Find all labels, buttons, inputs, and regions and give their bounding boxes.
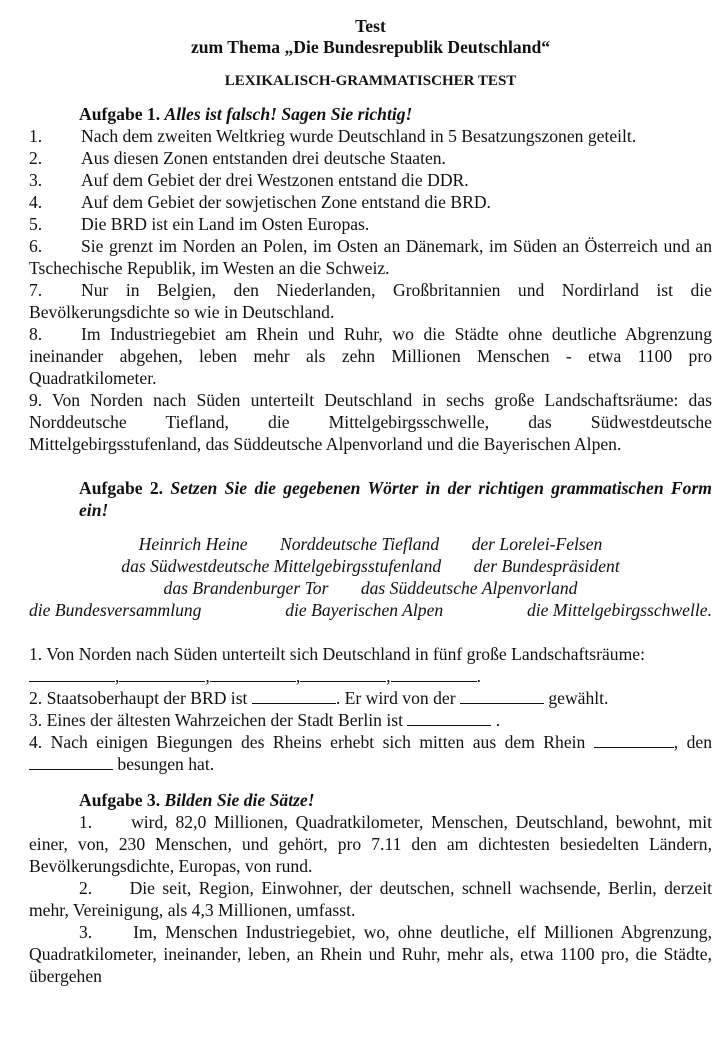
document-subtitle: zum Thema „Die Bundesrepublik Deutschland“: [190, 37, 551, 57]
task1-label: Aufgabe 1.: [79, 104, 161, 124]
task1-item: 2. Aus diesen Zonen entstanden drei deutsche Staaten.: [29, 148, 446, 168]
task1-item: 6. Sie grenzt im Norden an Polen, im Osten an Dänemark, im Süden an Österreich und an Tschechische Republik, im Westen an die Schweiz.: [29, 236, 712, 278]
task1-item: 3. Auf dem Gebiet der drei Westzonen entstand die DDR.: [29, 170, 469, 190]
word-item: das Brandenburger Tor: [163, 578, 329, 598]
word-row: [29, 577, 712, 599]
task3-item: 3. Im, Menschen Industriegebiet, wo, ohne deutliche, elf Millionen Abgrenzung, Quadratkilometer, ineinander, leben, an Rhein und Ruhr, mehr als, etwa 1100 pro, die Städte, übergehen: [29, 922, 712, 986]
task2-sentence-1: 1. Von Norden nach Süden unterteilt sich Deutschland in fünf große Landschaftsräume:: [29, 644, 645, 664]
answer-blank[interactable]: [407, 709, 491, 726]
task2-blank-line: , , , , .: [29, 665, 712, 687]
word-row: [29, 555, 712, 577]
answer-blank[interactable]: [594, 731, 674, 748]
task2-sentence-3: 3. Eines der ältesten Wahrzeichen der Stadt Berlin ist .: [29, 710, 501, 730]
word-item: die Mittelgebirgsschwelle.: [526, 600, 712, 620]
answer-blank[interactable]: [252, 687, 336, 704]
word-item: die Bayerischen Alpen: [285, 600, 444, 620]
task2-sentence-4: 4. Nach einigen Biegungen des Rheins erhebt sich mitten aus dem Rhein , den besungen hat.: [29, 732, 713, 774]
task3-label: Aufgabe 3.: [79, 790, 161, 810]
section-heading: LEXIKALISCH-GRAMMATISCHER TEST: [224, 73, 517, 89]
document-title: Test: [355, 16, 386, 36]
answer-blank[interactable]: [300, 665, 386, 682]
task1-item: 1. Nach dem zweiten Weltkrieg wurde Deutschland in 5 Besatzungszonen geteilt.: [29, 126, 637, 146]
word-item: das Südwestdeutsche Mittelgebirgsstufenland: [121, 556, 442, 576]
task3-instruction: Bilden Sie die Sätze!: [164, 790, 315, 810]
task2-heading: [29, 477, 712, 521]
answer-blank[interactable]: [29, 753, 113, 770]
answer-blank[interactable]: [210, 665, 296, 682]
word-item: die Bundesversammlung: [29, 600, 202, 620]
word-item: der Bundespräsident: [473, 556, 620, 576]
answer-blank[interactable]: [391, 665, 477, 682]
document-page: [29, 16, 712, 987]
task2-instruction: Setzen Sie die gegebenen Wörter in der richtigen grammatischen Form ein!: [79, 478, 712, 520]
word-row: [29, 533, 712, 555]
word-item: der Lorelei-Felsen: [471, 534, 603, 554]
task1-heading: [29, 103, 712, 125]
task2-sentence-2: 2. Staatsoberhaupt der BRD ist . Er wird von der gewählt.: [29, 688, 609, 708]
word-bank: [29, 533, 712, 621]
answer-blank[interactable]: [29, 665, 115, 682]
answer-blank[interactable]: [119, 665, 205, 682]
word-row: [29, 599, 712, 621]
word-item: Norddeutsche Tiefland: [280, 534, 440, 554]
word-item: Heinrich Heine: [138, 534, 248, 554]
task3-heading: [29, 789, 712, 811]
task2-label: Aufgabe 2.: [79, 478, 164, 498]
task1-item: 8. Im Industriegebiet am Rhein und Ruhr, wo die Städte ohne deutliche Abgrenzung ineinander abgehen, leben mehr als zehn Millionen Menschen - etwa 1100 pro Quadratkilometer.: [29, 324, 712, 388]
task1-item: 9. Von Norden nach Süden unterteilt Deutschland in sechs große Landschaftsräume: das Norddeutsche Tiefland, die Mittelgebirgsschwelle, das Südwestdeutsche Mittelgebirgsstufenland, das Süddeutsche Alpenvorland und die Bayerischen Alpen.: [29, 390, 712, 454]
word-item: das Süddeutsche Alpenvorland: [360, 578, 578, 598]
answer-blank[interactable]: [460, 687, 544, 704]
task3-item: 2. Die seit, Region, Einwohner, der deutschen, schnell wachsende, Berlin, derzeit mehr, Vereinigung, als 4,3 Millionen, umfasst.: [29, 878, 712, 920]
task3-item: 1. wird, 82,0 Millionen, Quadratkilometer, Menschen, Deutschland, bewohnt, mit einer, von, 230 Menschen, und gehört, pro 7.11 den am dichtesten besiedelten Ländern, Bevölkerungsdichte, Europas, von rund.: [29, 812, 712, 876]
task1-item: 5. Die BRD ist ein Land im Osten Europas.: [29, 214, 370, 234]
task1-item: 7. Nur in Belgien, den Niederlanden, Großbritannien und Nordirland ist die Bevölkerungsdichte so wie in Deutschland.: [29, 280, 712, 322]
task1-instruction: Alles ist falsch! Sagen Sie richtig!: [164, 104, 413, 124]
task1-item: 4. Auf dem Gebiet der sowjetischen Zone entstand die BRD.: [29, 192, 491, 212]
